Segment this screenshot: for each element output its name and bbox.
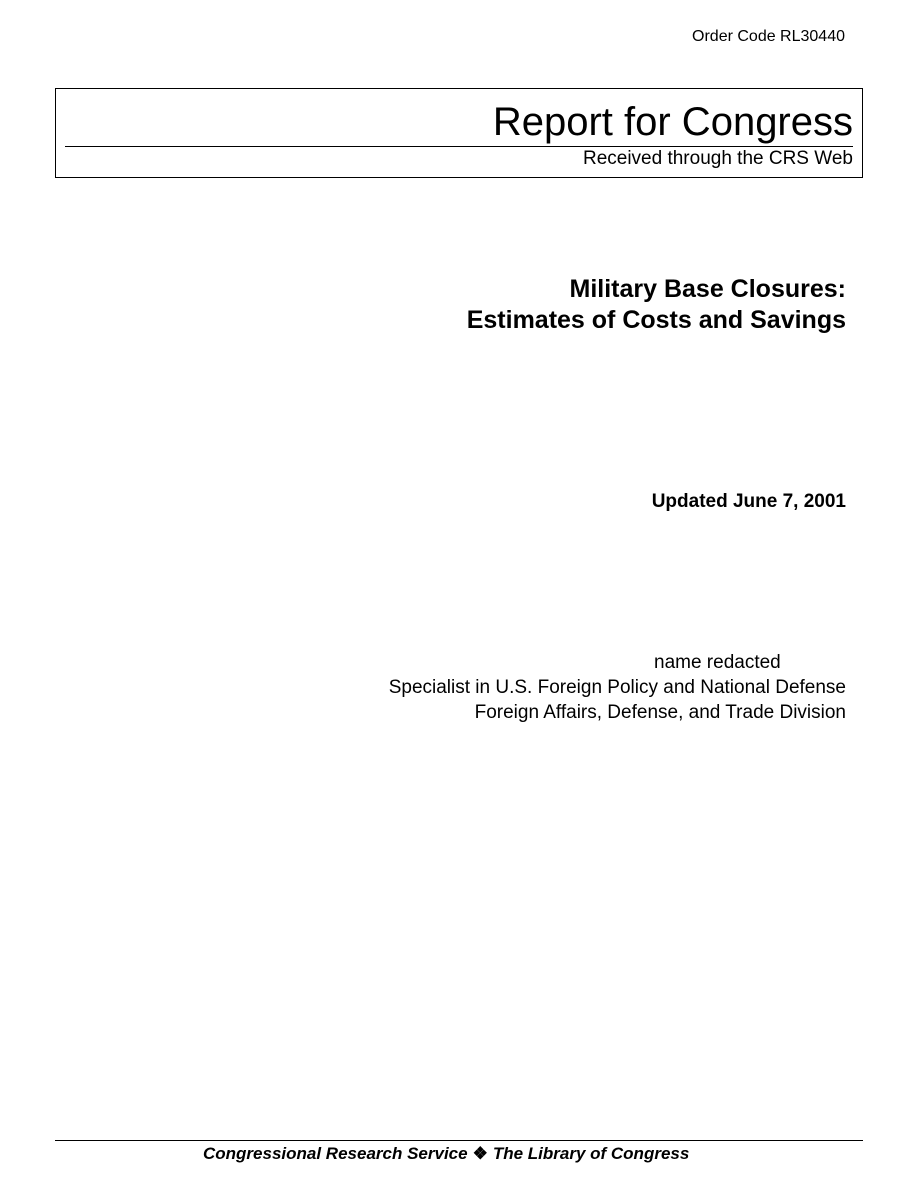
- banner-divider: [65, 146, 853, 147]
- author-division: Foreign Affairs, Defense, and Trade Division: [474, 702, 846, 723]
- updated-date: Updated June 7, 2001: [651, 491, 846, 512]
- author-name: name redacted: [654, 652, 781, 673]
- document-title: [467, 274, 846, 336]
- footer-divider: [55, 1140, 863, 1141]
- report-title: Report for Congress: [492, 100, 853, 144]
- footer-crs: Congressional Research Service: [203, 1144, 468, 1163]
- report-banner: [55, 88, 863, 178]
- document-title-line-2: Estimates of Costs and Savings: [466, 306, 846, 334]
- report-subtitle: Received through the CRS Web: [582, 148, 853, 169]
- author-position: Specialist in U.S. Foreign Policy and National Defense: [388, 677, 846, 698]
- order-code: Order Code RL30440: [692, 28, 845, 45]
- four-petal-diamond-icon: ❖: [472, 1144, 488, 1163]
- footer-loc: The Library of Congress: [492, 1144, 690, 1163]
- document-title-line-1: Military Base Closures:: [569, 275, 846, 303]
- footer: [203, 1143, 689, 1165]
